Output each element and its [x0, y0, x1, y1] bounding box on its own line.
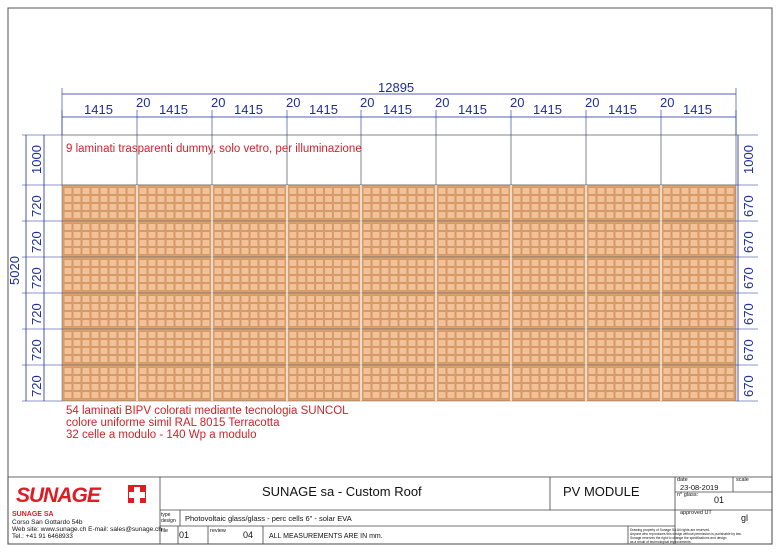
- right-row-height-label: 670: [741, 375, 756, 397]
- measurement-note: ALL MEASUREMENTS ARE IN mm.: [269, 533, 383, 540]
- gap-width-label: 20: [510, 95, 525, 110]
- gap-width-label: 20: [660, 95, 675, 110]
- note-bipv-line-2: colore uniforme simil RAL 8015 Terracotta: [66, 417, 280, 429]
- project-title: SUNAGE sa - Custom Roof: [262, 484, 422, 499]
- left-row-height-label: 720: [29, 231, 44, 253]
- left-row-height-label: 720: [29, 195, 44, 217]
- file-label: file: [161, 528, 169, 534]
- scale-label: scale: [736, 477, 749, 483]
- disclaimer-line-4: as a result of technological improvements.: [630, 540, 692, 544]
- company-address: Corso San Gottardo 54b: [12, 519, 83, 526]
- type-value: Photovoltaic glass/glass - perc cells 6" - solar EVA: [185, 514, 352, 523]
- gap-width-label: 20: [286, 95, 301, 110]
- note-bipv-line-3: 32 celle a modulo - 140 Wp a modulo: [66, 429, 257, 441]
- column-width-label: 1415: [234, 102, 263, 117]
- component-title: PV MODULE: [563, 484, 640, 499]
- gap-width-label: 20: [211, 95, 226, 110]
- left-row-height-label: 720: [29, 267, 44, 289]
- review-value: 04: [243, 530, 254, 540]
- note-dummy-laminates: 9 laminati trasparenti dummy, solo vetro, per illuminazione: [66, 143, 362, 155]
- company-web: Web site: www.sunage.ch E-mail: sales@sunage.ch: [12, 526, 162, 533]
- file-value: 01: [179, 530, 190, 540]
- date-value: 23-08-2019: [680, 483, 719, 492]
- right-row-height-label: 670: [741, 339, 756, 361]
- company-logo: SUNAGE: [16, 484, 100, 507]
- disclaimer-line-1: Drawing property of Sunage SA All rights are reserved.: [630, 528, 710, 532]
- gap-width-label: 20: [585, 95, 600, 110]
- column-width-label: 1415: [309, 102, 338, 117]
- column-width-label: 1415: [608, 102, 637, 117]
- column-width-label: 1415: [458, 102, 487, 117]
- left-row-height-label: 720: [29, 339, 44, 361]
- total-width-label: 12895: [378, 80, 415, 95]
- gap-width-label: 20: [360, 95, 375, 110]
- column-width-label: 1415: [159, 102, 188, 117]
- right-row-height-label: 670: [741, 195, 756, 217]
- total-height-label: 5020: [7, 256, 22, 285]
- column-width-label: 1415: [683, 102, 712, 117]
- left-row-height-label: 720: [29, 303, 44, 325]
- date-label: date: [677, 477, 688, 483]
- left-row-height-label: 720: [29, 375, 44, 397]
- disclaimer-line-3: Sunage reserves the right to change the specifications and design: [630, 536, 727, 540]
- company-name: SUNAGE SA: [12, 511, 54, 518]
- right-row-height-label: 670: [741, 231, 756, 253]
- column-width-label: 1415: [533, 102, 562, 117]
- left-row-height-label: 1000: [29, 145, 44, 174]
- right-row-height-label: 670: [741, 267, 756, 289]
- approved-value: gl: [741, 513, 749, 523]
- disclaimer-line-2: Anyone who reproduces this design without permission is punishable by law.: [630, 532, 742, 536]
- company-tel: Tel.: +41 91 6468933: [12, 533, 73, 540]
- gap-width-label: 20: [136, 95, 151, 110]
- column-width-label: 1415: [84, 102, 113, 117]
- review-label: review: [210, 528, 226, 534]
- glass-value: 01: [714, 495, 725, 505]
- type-label: type design: [161, 512, 176, 524]
- approved-label: approved UT: [680, 510, 712, 516]
- glass-label: n° glass:: [677, 492, 699, 498]
- note-bipv-line-1: 54 laminati BIPV colorati mediante tecnologia SUNCOL: [66, 405, 349, 417]
- column-width-label: 1415: [383, 102, 412, 117]
- right-row-height-label: 1000: [741, 145, 756, 174]
- right-row-height-label: 670: [741, 303, 756, 325]
- gap-width-label: 20: [435, 95, 450, 110]
